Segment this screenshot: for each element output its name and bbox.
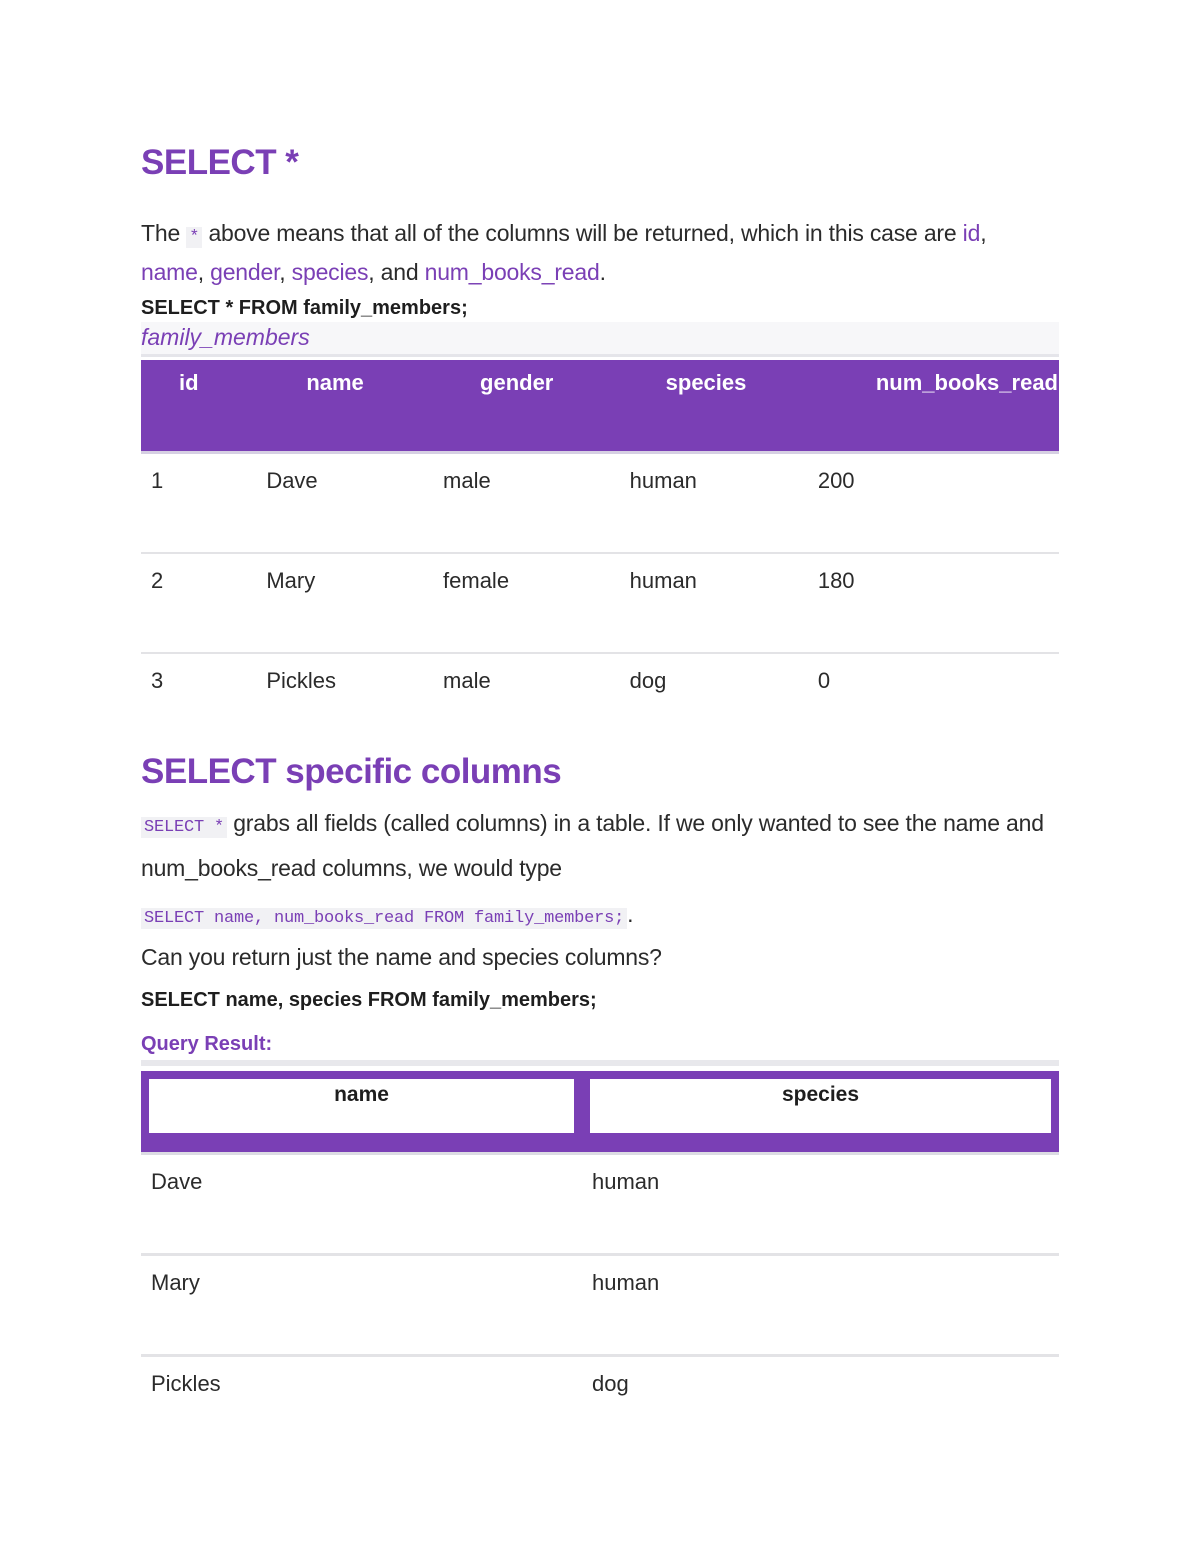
sql-select-name-species: SELECT name, species FROM family_members;	[141, 989, 597, 1011]
text-comma: ,	[980, 220, 987, 246]
column-gender: gender	[210, 259, 280, 285]
header-num-books-read: num_books_read	[817, 360, 1059, 453]
query-result-table	[141, 1071, 1059, 1455]
cell-name: Mary	[141, 1255, 582, 1356]
cell-name: Dave	[265, 453, 442, 554]
header-name: name	[149, 1079, 574, 1133]
text-the: The	[141, 220, 187, 246]
cell-species: human	[582, 1255, 1059, 1356]
cell-species: dog	[582, 1356, 1059, 1456]
text-period: .	[627, 901, 634, 927]
cell-name: Dave	[141, 1154, 582, 1255]
result-top-bar	[141, 1060, 1059, 1066]
column-num-books-read: num_books_read	[424, 259, 600, 285]
table-row	[141, 653, 1059, 752]
family-members-table	[141, 360, 1059, 752]
code-example-line	[141, 897, 1059, 936]
table-row	[141, 1255, 1059, 1356]
text-comma: ,	[279, 259, 292, 285]
table-row	[141, 1154, 1059, 1255]
cell-num-books-read: 200	[817, 453, 1059, 554]
cell-gender: male	[443, 668, 491, 693]
header-name-cell	[141, 1071, 582, 1154]
header-gender: gender	[442, 360, 629, 453]
select-star-description	[141, 216, 1059, 290]
section-title-select-columns: SELECT specific columns	[141, 752, 562, 791]
text-and: , and	[368, 259, 425, 285]
text-mid: above means that all of the columns will be returned, which in this case are	[202, 220, 963, 246]
cell-id: 2	[141, 553, 265, 653]
header-species: species	[590, 1079, 1051, 1133]
table-row	[141, 453, 1059, 554]
cell-gender: female	[442, 553, 629, 653]
table-header-row	[141, 360, 1059, 453]
cell-species: human	[629, 453, 817, 554]
text-comma: ,	[197, 259, 211, 285]
column-id: id	[962, 220, 981, 246]
cell-species: dog	[629, 668, 667, 693]
text-period: .	[599, 259, 606, 285]
cell-id: 1	[141, 453, 265, 554]
query-result-label: Query Result:	[141, 1033, 273, 1055]
cell-num-books-read: 180	[817, 553, 1059, 653]
header-species-cell	[582, 1071, 1059, 1154]
text-grabs: grabs all fields (called columns) in a table. If we only wanted to see the name and	[227, 810, 1044, 836]
text-num-books-read-line: num_books_read columns, we would type	[141, 855, 562, 881]
table-row	[141, 1356, 1059, 1456]
code-select-star: SELECT *	[141, 817, 227, 838]
column-species: species	[291, 259, 369, 285]
cell-species: human	[582, 1154, 1059, 1255]
code-select-name-books: SELECT name, num_books_read FROM family_members;	[141, 908, 627, 929]
sql-select-star: SELECT * FROM family_members;	[141, 297, 468, 319]
question-text: Can you return just the name and species columns?	[141, 944, 662, 970]
cell-name: Pickles	[266, 668, 336, 693]
cell-name: Mary	[265, 553, 442, 653]
table-row	[141, 553, 1059, 653]
header-species: species	[629, 360, 817, 453]
header-id: id	[141, 360, 265, 453]
code-star: *	[186, 227, 202, 248]
cell-name: Pickles	[141, 1356, 582, 1456]
table-header-row	[141, 1071, 1059, 1154]
cell-id: 3	[151, 668, 164, 693]
header-name: name	[265, 360, 442, 453]
section-title-select-star: SELECT *	[141, 143, 299, 182]
select-columns-description	[141, 806, 1059, 845]
table-caption: family_members	[141, 322, 1059, 357]
column-name: name	[141, 259, 198, 285]
cell-species: human	[629, 553, 817, 653]
cell-gender: male	[442, 453, 629, 554]
cell-num-books-read: 0	[817, 668, 831, 693]
